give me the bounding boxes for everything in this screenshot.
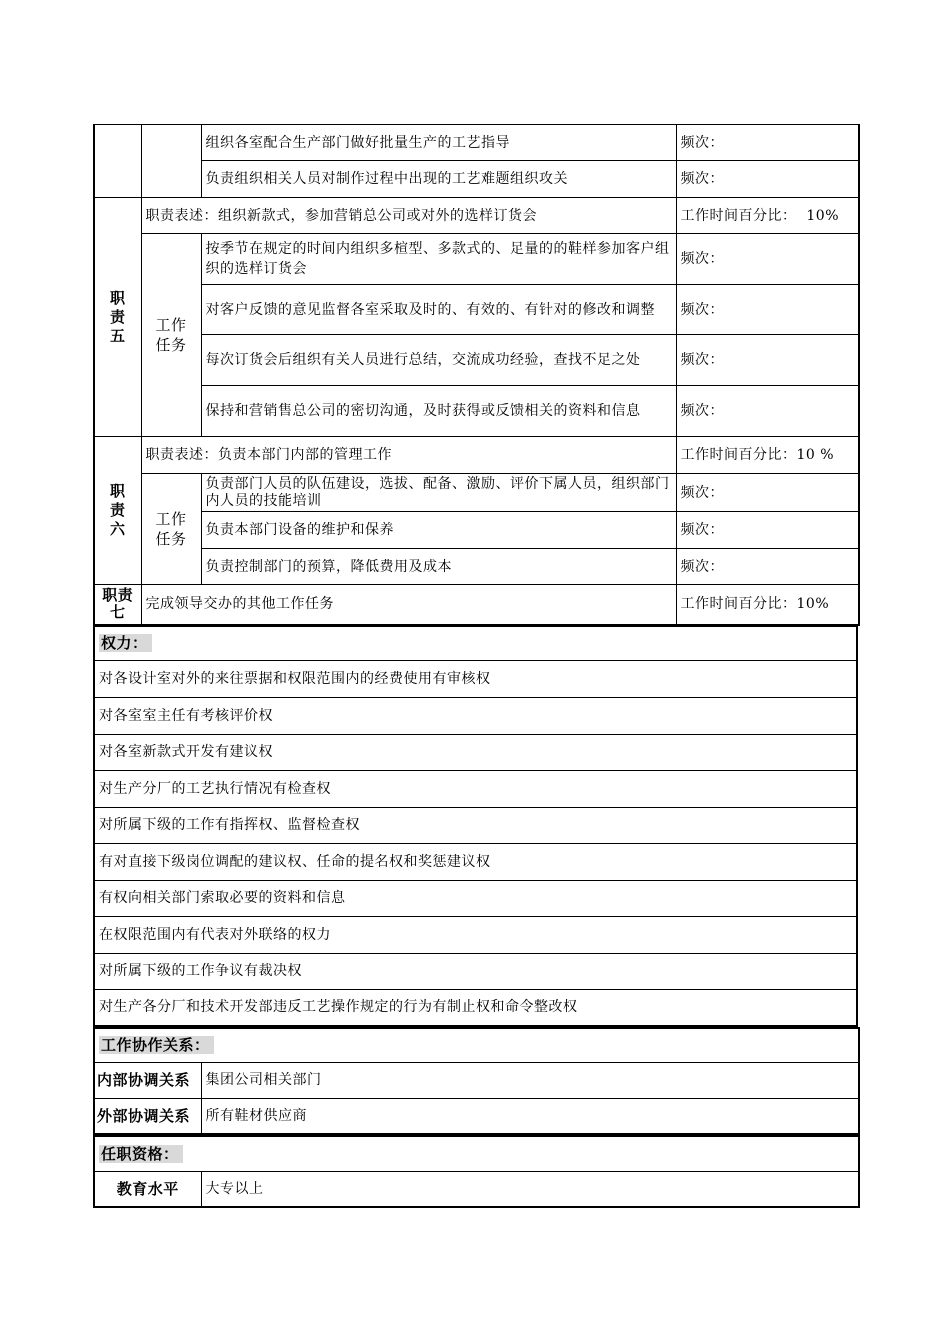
duty-6-label: 职责六 <box>94 437 141 585</box>
duty-task-frequency: 频次： <box>676 285 859 335</box>
power-item: 对生产分厂的工艺执行情况有检查权 <box>94 770 857 807</box>
duty-7-label: 职责七 <box>94 585 141 625</box>
duty-7-time-percent: 工作时间百分比：10% <box>676 585 859 625</box>
duty-task-frequency: 频次： <box>676 549 859 585</box>
power-item: 有权向相关部门索取必要的资料和信息 <box>94 880 857 916</box>
internal-coordination-value: 集团公司相关部门 <box>201 1062 859 1098</box>
power-table <box>93 626 858 1028</box>
duty-5-time-percent: 工作时间百分比： 10% <box>676 198 859 234</box>
duty-task-frequency: 频次： <box>676 386 859 437</box>
duty-5-description: 职责表述：组织新款式，参加营销总公司或对外的选样订货会 <box>141 198 676 234</box>
power-item: 对生产各分厂和技术开发部违反工艺操作规定的行为有制止权和命令整改权 <box>94 989 857 1026</box>
job-description-sheet <box>93 124 858 1208</box>
internal-coordination-label: 内部协调关系 <box>94 1062 201 1098</box>
duty-task-frequency: 频次： <box>676 125 859 161</box>
power-item: 对各设计室对外的来往票据和权限范围内的经费使用有审核权 <box>94 660 857 697</box>
qualification-section-title: 任职资格： <box>94 1136 859 1171</box>
cooperation-section-title: 工作协作关系： <box>94 1028 859 1062</box>
duty-task-text: 负责控制部门的预算，降低费用及成本 <box>201 549 676 585</box>
duty-7-description: 完成领导交办的其他工作任务 <box>141 585 676 625</box>
duty-cont-task-label-cell <box>141 125 201 198</box>
duty-task-text: 负责组织相关人员对制作过程中出现的工艺难题组织攻关 <box>201 161 676 198</box>
qualification-table <box>93 1135 860 1208</box>
duty-task-text: 组织各室配合生产部门做好批量生产的工艺指导 <box>201 125 676 161</box>
duty-6-time-percent: 工作时间百分比：10 % <box>676 437 859 474</box>
external-coordination-label: 外部协调关系 <box>94 1098 201 1134</box>
duty-task-text: 每次订货会后组织有关人员进行总结，交流成功经验，查找不足之处 <box>201 335 676 386</box>
duty-task-frequency: 频次： <box>676 474 859 512</box>
duty-task-text: 保持和营销售总公司的密切沟通，及时获得或反馈相关的资料和信息 <box>201 386 676 437</box>
duty-task-frequency: 频次： <box>676 335 859 386</box>
duty-5-label: 职责五 <box>94 198 141 437</box>
power-item: 有对直接下级岗位调配的建议权、任命的提名权和奖惩建议权 <box>94 843 857 880</box>
education-level-value: 大专以上 <box>201 1171 859 1207</box>
duty-task-text: 对客户反馈的意见监督各室采取及时的、有效的、有针对的修改和调整 <box>201 285 676 335</box>
duty-5-task-label: 工作任务 <box>141 234 201 437</box>
duty-6-description: 职责表述：负责本部门内部的管理工作 <box>141 437 676 474</box>
duty-task-frequency: 频次： <box>676 161 859 198</box>
duty-task-text: 按季节在规定的时间内组织多楦型、多款式的、足量的的鞋样参加客户组织的选样订货会 <box>201 234 676 285</box>
external-coordination-value: 所有鞋材供应商 <box>201 1098 859 1134</box>
power-item: 对各室室主任有考核评价权 <box>94 697 857 734</box>
education-level-label: 教育水平 <box>94 1171 201 1207</box>
duty-task-frequency: 频次： <box>676 512 859 549</box>
duty-task-frequency: 频次： <box>676 234 859 285</box>
duty-cont-label-cell <box>94 125 141 198</box>
power-item: 对所属下级的工作有指挥权、监督检查权 <box>94 807 857 843</box>
duty-6-task-label: 工作任务 <box>141 474 201 585</box>
duties-table <box>93 124 860 626</box>
power-item: 对各室新款式开发有建议权 <box>94 734 857 770</box>
power-section-title: 权力： <box>94 626 857 660</box>
duty-task-text: 负责部门人员的队伍建设，选拔、配备、激励、评价下属人员，组织部门内人员的技能培训 <box>201 474 676 512</box>
power-item: 对所属下级的工作争议有裁决权 <box>94 953 857 989</box>
power-item: 在权限范围内有代表对外联络的权力 <box>94 916 857 953</box>
duty-task-text: 负责本部门设备的维护和保养 <box>201 512 676 549</box>
cooperation-table <box>93 1027 860 1135</box>
